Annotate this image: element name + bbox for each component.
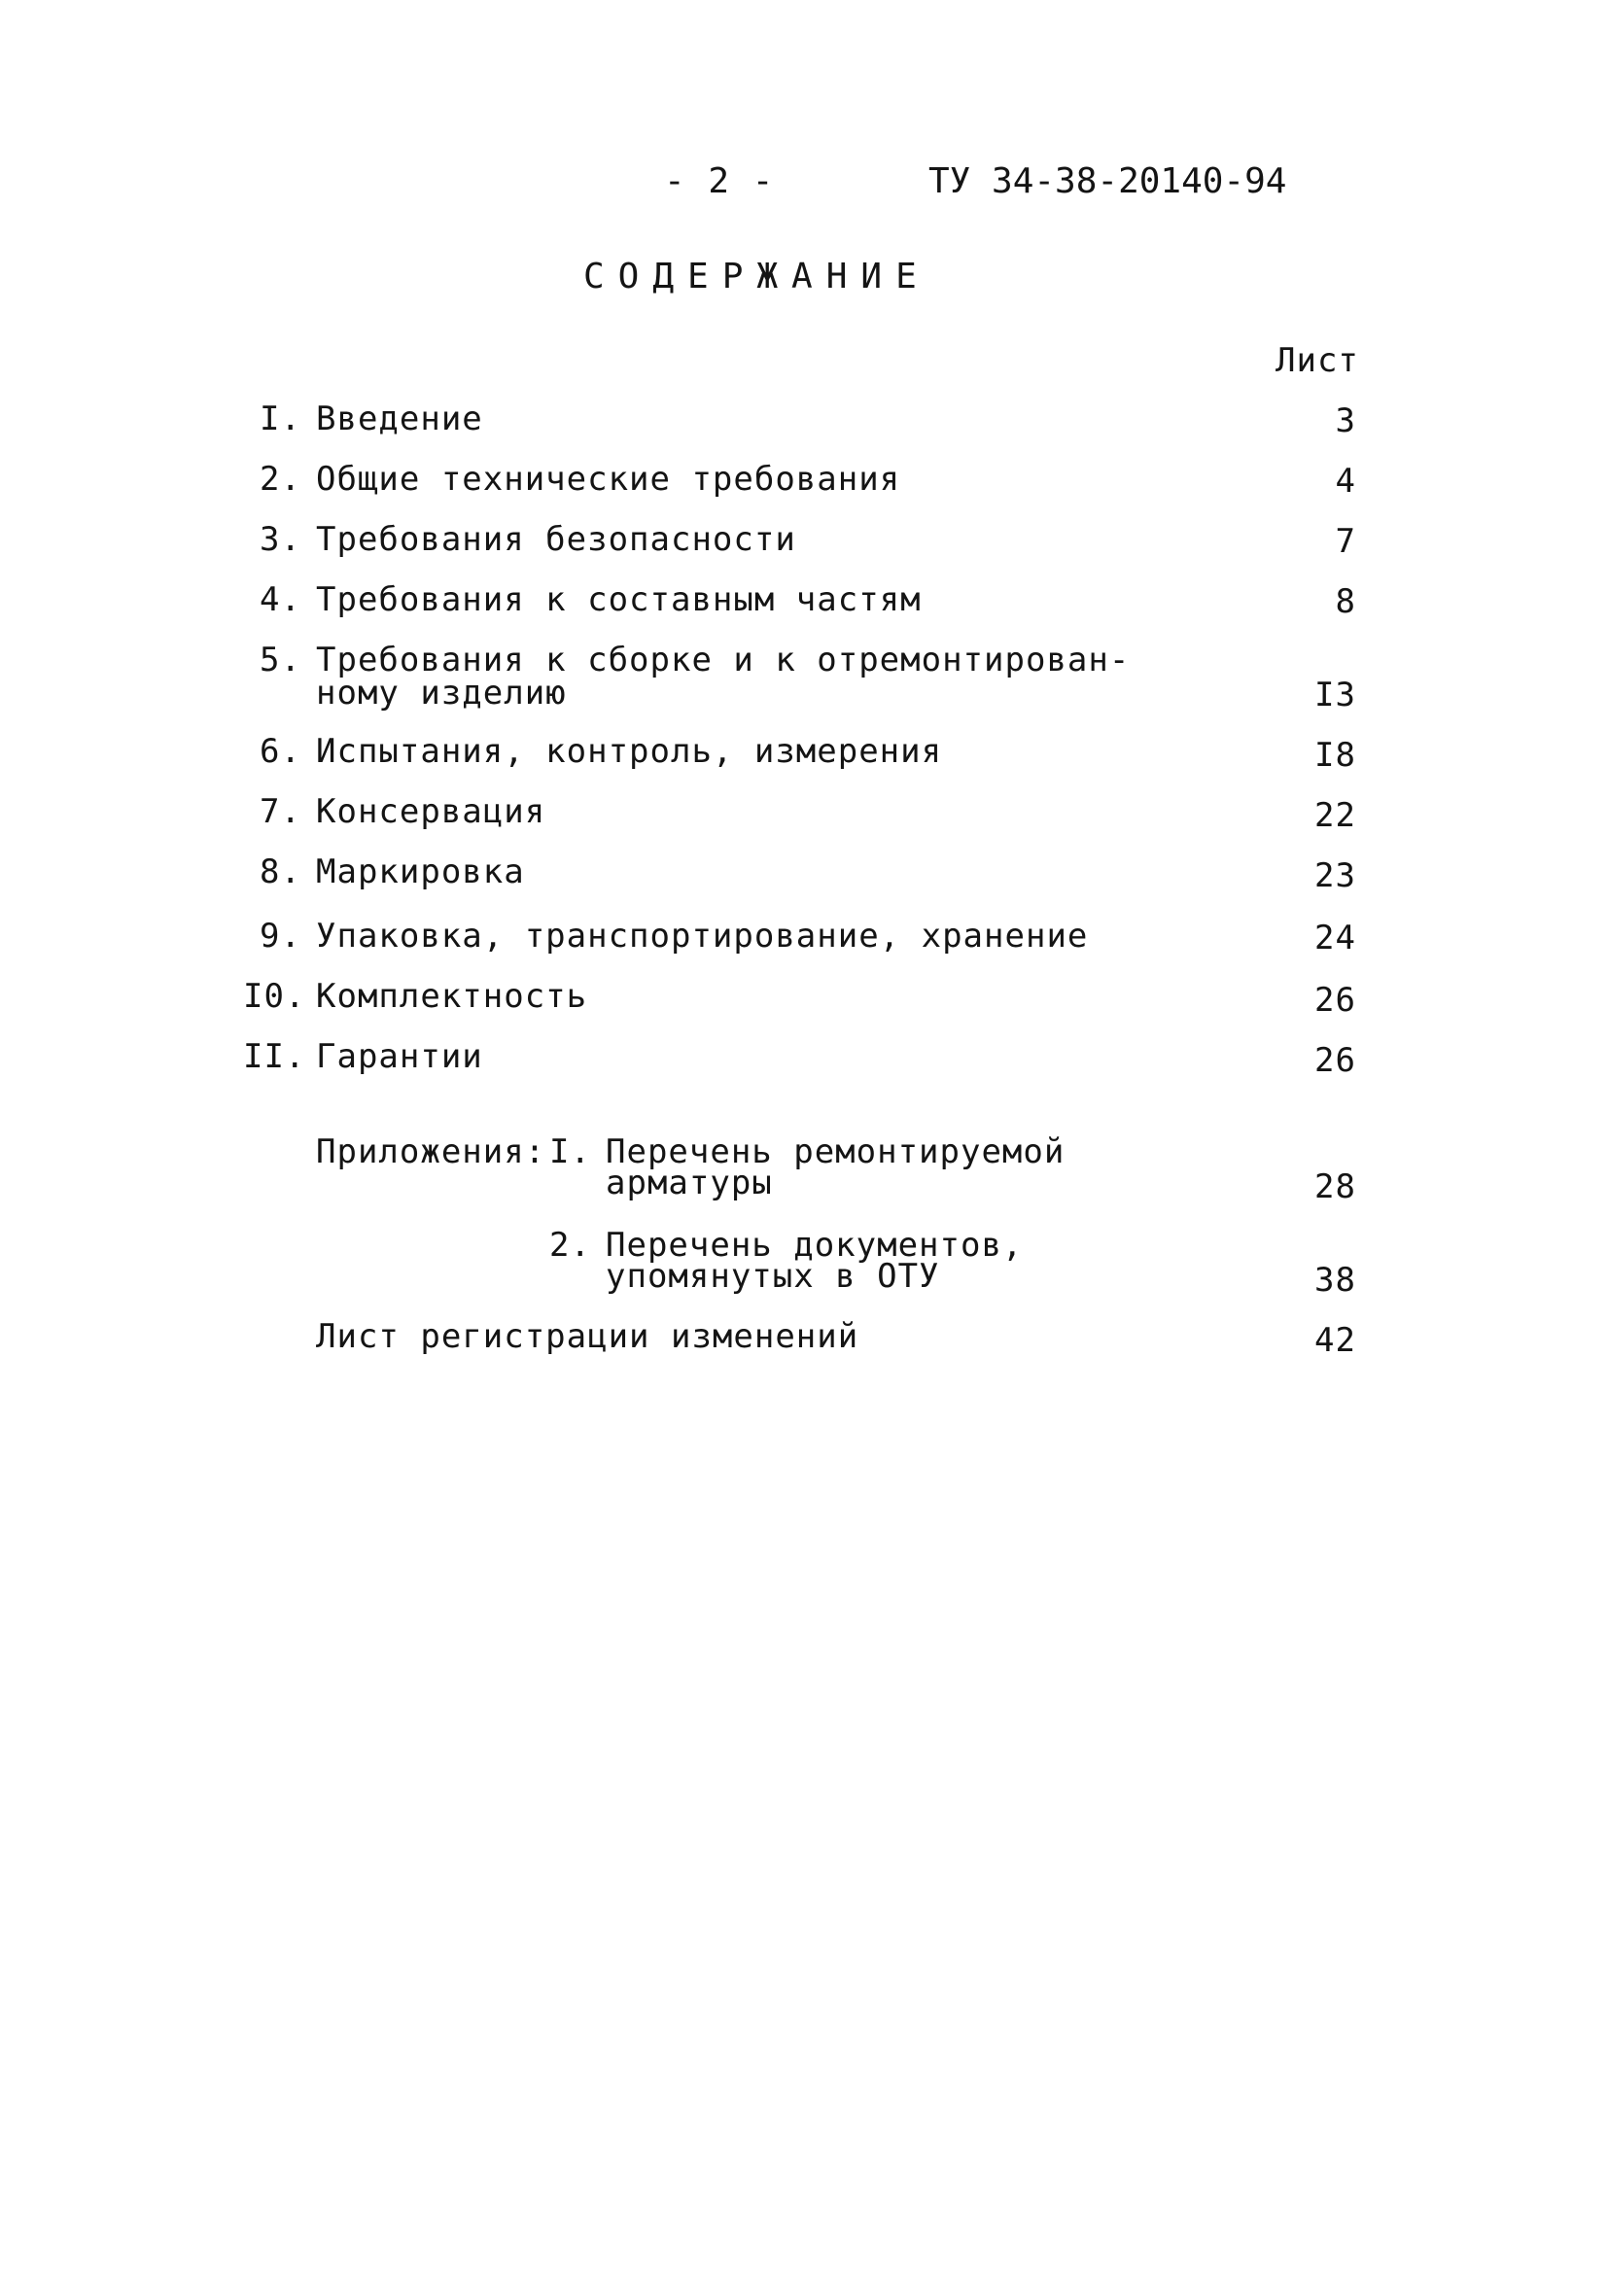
toc-entry-page: 3 [1335,401,1356,440]
appendices-label: Приложения: [316,1132,546,1171]
registration-label: Лист регистрации изменений [316,1317,859,1356]
toc-entry-title: Испытания, контроль, измерения [316,732,943,771]
toc-entry-page: 26 [1314,981,1356,1020]
page-title: СОДЕРЖАНИЕ [583,257,930,296]
toc-entry-title: Консервация [316,792,546,831]
appendix-title-continued: упомянутых в ОТУ [606,1257,940,1296]
toc-entry-number: 7. [260,792,301,831]
toc-entry-page: 24 [1314,919,1356,957]
toc-entry-page: 7 [1335,522,1356,561]
toc-entry-title: Требования к сборке и к отремонтирован- [316,641,1131,679]
appendix-number: I. [549,1132,591,1171]
toc-entry-title: Упаковка, транспортирование, хранение [316,917,1089,956]
appendix-title: Перечень ремонтируемой [606,1132,1066,1171]
document-code: ТУ 34-38-20140-94 [928,161,1287,201]
toc-entry-number: 9. [260,917,301,956]
sheet-column-header: Лист [1276,341,1359,380]
toc-entry-title: Введение [316,400,483,438]
appendix-page: 28 [1314,1167,1356,1206]
toc-entry-page: I8 [1314,736,1356,775]
toc-entry-page: 8 [1335,582,1356,621]
toc-entry-title: Требования безопасности [316,520,796,559]
toc-entry-title-continued: ному изделию [316,674,567,713]
toc-entry-title: Гарантии [316,1037,483,1076]
appendix-title: Перечень документов, [606,1226,1024,1265]
toc-entry-page: 23 [1314,856,1356,895]
toc-entry-number: I0. [243,977,306,1016]
toc-entry-number: 6. [260,732,301,771]
toc-entry-number: II. [243,1037,306,1076]
toc-entry-number: I. [260,400,301,438]
toc-entry-page: I3 [1314,676,1356,714]
toc-entry-page: 22 [1314,796,1356,835]
toc-entry-title: Маркировка [316,852,525,891]
toc-entry-number: 5. [260,641,301,679]
toc-entry-number: 3. [260,520,301,559]
toc-entry-number: 8. [260,852,301,891]
toc-entry-title: Комплектность [316,977,588,1016]
toc-entry-title: Требования к составным частям [316,580,922,619]
toc-entry-page: 4 [1335,462,1356,501]
page-number: - 2 - [664,161,775,201]
toc-entry-page: 26 [1314,1041,1356,1080]
toc-entry-number: 4. [260,580,301,619]
appendix-number: 2. [549,1226,591,1265]
appendix-title-continued: арматуры [606,1164,773,1202]
toc-entry-title: Общие технические требования [316,460,901,499]
appendix-page: 38 [1314,1261,1356,1300]
toc-entry-number: 2. [260,460,301,499]
registration-page: 42 [1314,1321,1356,1360]
